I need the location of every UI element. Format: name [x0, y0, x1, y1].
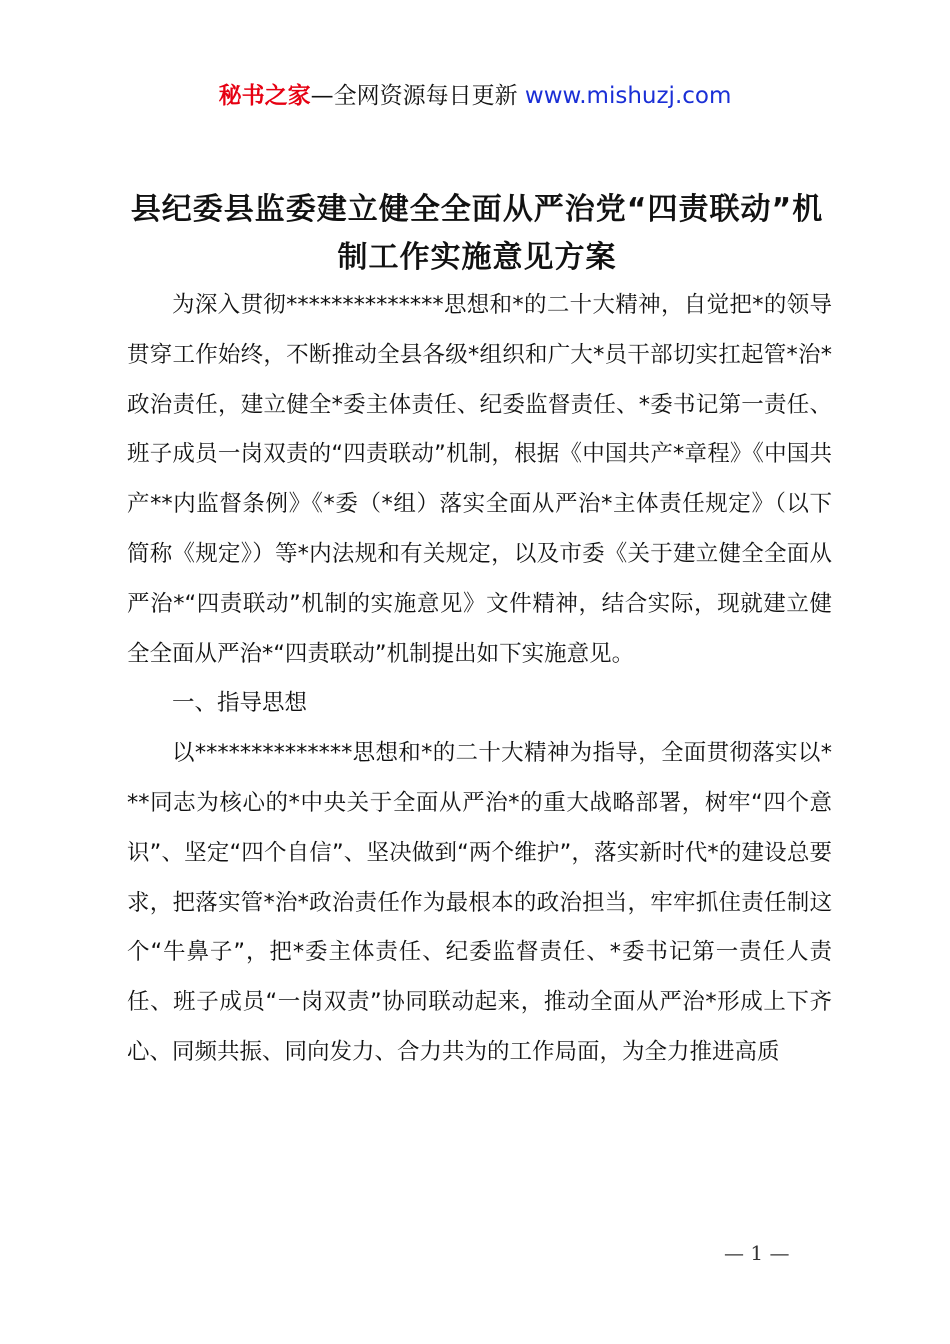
guiding-ideology-paragraph: 以**************思想和*的二十大精神为指导，全面贯彻落实以***同志为核心的*中央关于全面从严治*的重大战略部署，树牢“四个意识”、坚定“四个自信”、坚决做到“两个维护”，落实新时代*的建设总要求，把落实管*治*政治责任作为最根本的政治担当，牢牢抓住责任制这个“牛鼻子”，把*委主体责任、纪委监督责任、*委书记第一责任人责任、班子成员“一岗双责”协同联动起来，推动全面从严治*形成上下齐心、同频共振、同向发力、合力共为的工作局面，为全力推进高质: [127, 740, 832, 1065]
site-tagline: 全网资源每日更新: [333, 83, 518, 109]
header-separator: —: [310, 83, 334, 109]
site-header: [0, 78, 950, 114]
section-heading-guiding-ideology: 一、指导思想: [172, 690, 308, 717]
document-title: 县纪委县监委建立健全全面从严治党“四责联动”机制工作实施意见方案: [130, 192, 824, 275]
site-brand: 秘书之家: [218, 83, 311, 109]
document-body: [127, 281, 832, 1078]
site-url-link[interactable]: www.mishuzj.com: [524, 83, 732, 109]
intro-paragraph: 为深入贯彻**************思想和*的二十大精神，自觉把*的领导贯穿工作始终，不断推动全县各级*组织和广大*员干部切实扛起管*治*政治责任，建立健全*委主体责任、纪委监督责任、*委书记第一责任、班子成员一岗双责的“四责联动”机制，根据《中国共产*章程》《中国共产**内监督条例》《*委（*组）落实全面从严治*主体责任规定》（以下简称《规定》）等*内法规和有关规定，以及市委《关于建立健全全面从严治*“四责联动”机制的实施意见》文件精神，结合实际，现就建立健全全面从严治*“四责联动”机制提出如下实施意见。: [127, 292, 832, 667]
page-number: — 1 —: [724, 1241, 790, 1265]
